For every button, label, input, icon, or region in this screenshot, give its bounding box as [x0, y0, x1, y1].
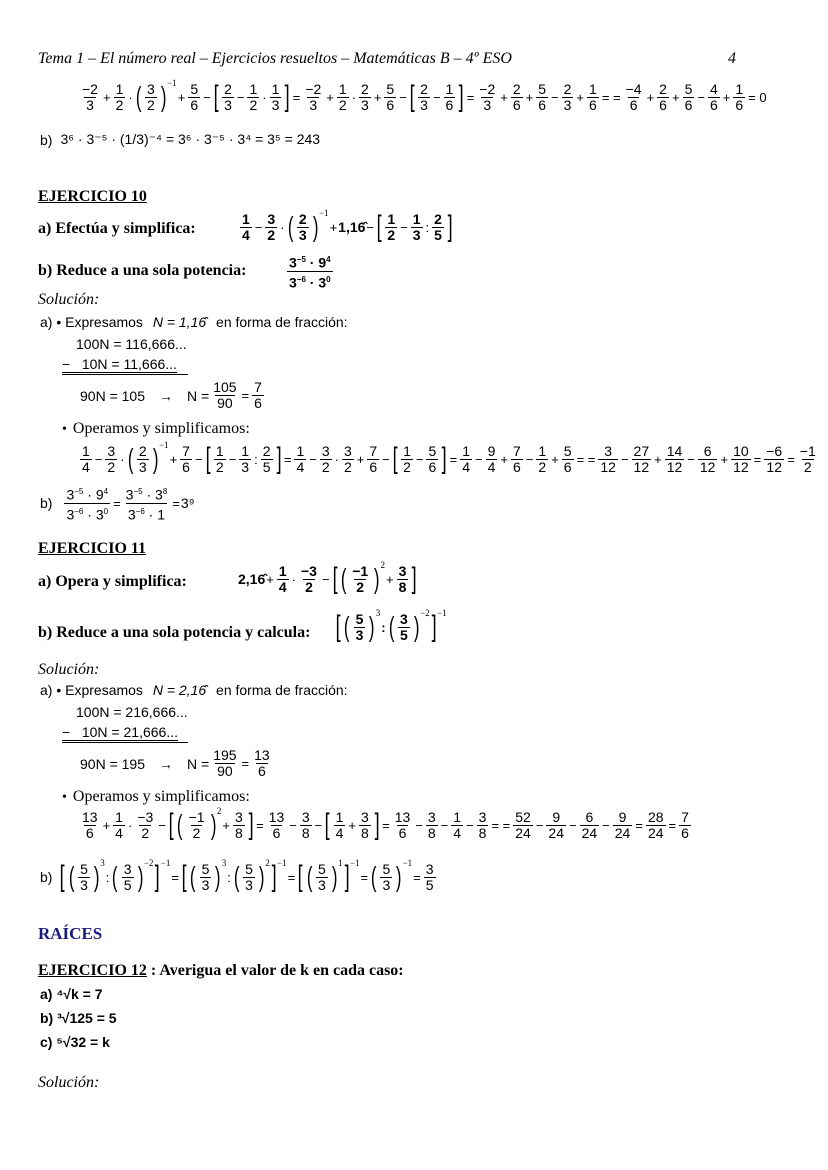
ex12-c: c) ⁵√32 = k — [40, 1034, 110, 1050]
ex10-b-solution: b) $\frac{3^{-5} \cdot 9^4}{3^{-6} \cdot 3^0}$ = $\frac{3^{-5} \cdot 3^8}{3^{-6} \cdot 1}$ = 3⁹ — [40, 486, 195, 523]
ex11-f2d: 6 — [258, 763, 266, 779]
ex11-line3: 90N = 195 → N = $\frac{195}{90}$ = $\frac{13}{6}$ — [80, 747, 270, 779]
ex11-solution-label: Solución: — [38, 661, 100, 678]
ex11-intro — [40, 682, 348, 698]
part-b-top — [40, 131, 320, 148]
ex10-result-b: 3⁹ — [180, 495, 195, 512]
ex11-operamos-text: Operamos y simplificamos: — [72, 788, 250, 805]
ex11-b-expression: [ ( 5 3 ) 3 : ( 3 5 ) −2 ] −1 — [335, 608, 447, 643]
ex10-line3-n: N = — [187, 387, 210, 404]
b-expression: 3⁶ · 3⁻⁵ · (1/3)⁻⁴ = 3⁶ · 3⁻⁵ · 3⁴ = 3⁵ = 243 — [60, 131, 321, 147]
ex10-line2-text: 10N = 11,666... — [81, 356, 177, 372]
b-label: b) — [40, 131, 53, 148]
ex10-mixed: 1,16̂ — [338, 219, 366, 235]
ex10-b-text: b) Reduce a una sola potencia: — [38, 262, 247, 279]
ex11-intro-n: N = 2,16̂ — [152, 682, 207, 698]
ex10-f2n: 7 — [254, 379, 262, 395]
ex11-f2n: 13 — [254, 747, 270, 763]
ex11-b-solution: b) [ ( 5 3 ) 3 : ( 3 5 ) −2 ] −1 = [ ( 5 3 ) 3 : ( 5 3 ) 2 ] −1 = [ ( 5 3 ) 1 ] −1 = ( 5 3 ) −1 = $\frac{3}{5}$ — [40, 858, 434, 893]
ex10-line2-sign: − — [62, 356, 71, 372]
ex10-rule — [62, 374, 188, 375]
ex12-a: a) ⁴√k = 7 — [40, 986, 103, 1002]
ex10-intro — [40, 314, 348, 330]
ex10-a-text: a) Efectúa y simplifica: — [38, 220, 196, 237]
ex11-line1: 100N = 216,666... — [76, 704, 188, 720]
ex11-f1n: 195 — [213, 747, 237, 763]
ex10-operamos: • Operamos y simplificamos: — [62, 420, 250, 437]
ex11-title: EJERCICIO 11 — [38, 540, 147, 557]
ex10-intro-n: N = 1,16̂ — [152, 314, 207, 330]
ex11-line2 — [62, 724, 178, 740]
arrow-icon: → — [159, 755, 173, 772]
ex10-intro-suffix: en forma de fracción: — [216, 314, 348, 330]
ex10-line3: 90N = 105 → N = $\frac{105}{90}$ = $\frac{7}{6}$ — [80, 379, 262, 411]
ex10-solution-label: Solución: — [38, 291, 100, 308]
ex10-line1: 100N = 116,666... — [76, 336, 187, 352]
ex11-intro-prefix: a) • Expresamos — [40, 682, 143, 698]
ex11-f1d: 90 — [217, 763, 233, 779]
ex10-a-expression: 1 4 − $\frac{3}{2}$ · ( 2 3 ) −1 + 1,16̂ − [ 1 2 − $\frac{1}{3}$ : 2 5 ] — [242, 208, 453, 243]
ex12-solution-label: Solución: — [38, 1074, 100, 1091]
page-header-title: Tema 1 – El número real – Ejercicios resueltos – Matemáticas B – 4º ESO — [38, 50, 512, 67]
ex10-operation-line: 1 4 − $\frac{3}{2}$ · ( 2 3 ) −1 + $\frac{7}{6}$ − [ 1 2 − $\frac{1}{3}$ : 2 5 ] = $\frac{1}{4}$ − $\frac{3}{2}$ · 3 2 + $\frac{7}{6}$ − [ 1 2 − $\frac{5}{6}$ ] = $\frac{1}{4}$ − $\frac{9}{4}$ + $\frac{7}{6}$ − $\frac{1}{2}$ + $\frac{5}{6}$ = = $\frac{3}{12}$ − $\frac{27}{12}$ + $\frac{14}{12}$ − $\frac{6}{12}$ + $\frac{10}{12}$ = $\frac{-6}{12}$ = $\frac{-1}{2}$ — [82, 440, 816, 475]
ex11-rule — [62, 742, 188, 743]
ex10-b-label: b) — [40, 495, 53, 512]
ex10-operamos-text: Operamos y simplificamos: — [72, 420, 250, 437]
ex10-f1n: 105 — [213, 379, 237, 395]
ex11-line3-left: 90N = 195 — [80, 755, 145, 772]
page-number: 4 — [728, 50, 736, 67]
arrow-icon: → — [159, 387, 173, 404]
ex10-intro-prefix: a) • Expresamos — [40, 314, 143, 330]
ex11-mixed: 2,16̂ — [238, 571, 266, 587]
ex10-title: EJERCICIO 10 — [38, 188, 147, 205]
ex11-line2-sign: − — [62, 724, 71, 740]
ex12-b: b) ³√125 = 5 — [40, 1010, 117, 1026]
ex10-line2 — [62, 356, 177, 372]
ex10-f1d: 90 — [217, 395, 233, 411]
ex11-a-text: a) Opera y simplifica: — [38, 573, 187, 590]
ex11-line2-text: 10N = 21,666... — [81, 724, 178, 740]
ex11-b-label: b) — [40, 869, 53, 885]
section-title-raices: RAÍCES — [38, 924, 103, 943]
equation-line-1: −2 3 + $\frac{1}{2}$ · ( 3 2 ) −1 + $\frac{5}{6}$ − [ 2 3 − $\frac{1}{2}$ · 1 3 ] = $\frac{-2}{3}$ + $\frac{1}{2}$ · 2 3 + $\frac{5}{6}$ − [ 2 3 − $\frac{1}{6}$ ] = $\frac{-2}{3}$ + $\frac{2}{6}$ + $\frac{5}{6}$ − $\frac{2}{3}$ + $\frac{1}{6}$ = = $\frac{-4}{6}$ + $\frac{2}{6}$ + $\frac{5}{6}$ − $\frac{4}{6}$ + $\frac{1}{6}$ = 0 — [82, 78, 767, 113]
ex12-title-rest: : Averigua el valor de k en cada caso: — [146, 962, 404, 979]
ex11-operation-line: 13 6 + $\frac{1}{4}$ · −3 2 − [ ( −1 2 ) 2 + $\frac{3}{8}$ ] = $\frac{13}{6}$ − $\frac{3}{8}$ − [ 1 4 + $\frac{3}{8}$ ] = $\frac{13}{6}$ − $\frac{3}{8}$ − $\frac{1}{4}$ − $\frac{3}{8}$ = = $\frac{52}{24}$ − $\frac{9}{24}$ − $\frac{6}{24}$ − $\frac{9}{24}$ = $\frac{28}{24}$ = $\frac{7}{6}$ — [82, 806, 689, 841]
ex11-operamos: • Operamos y simplificamos: — [62, 788, 250, 805]
ex12-heading — [38, 962, 404, 980]
ex10-b-expression: $3^{-5} \cdot 9^4$ $3^{-6} \cdot 3^0$ — [289, 254, 331, 291]
ex12-title: EJERCICIO 12 — [38, 962, 147, 979]
ex11-a-expression: 2,16̂ + $\frac{1}{4}$ · −3 2 − [ ( −1 2 ) 2 + $\frac{3}{8}$ ] — [238, 560, 418, 595]
ex11-line3-n: N = — [187, 755, 210, 772]
ex11-intro-suffix: en forma de fracción: — [216, 682, 348, 698]
ex10-line3-left: 90N = 105 — [80, 387, 145, 404]
ex10-f2d: 6 — [254, 395, 262, 411]
ex11-b-text: b) Reduce a una sola potencia y calcula: — [38, 624, 311, 641]
